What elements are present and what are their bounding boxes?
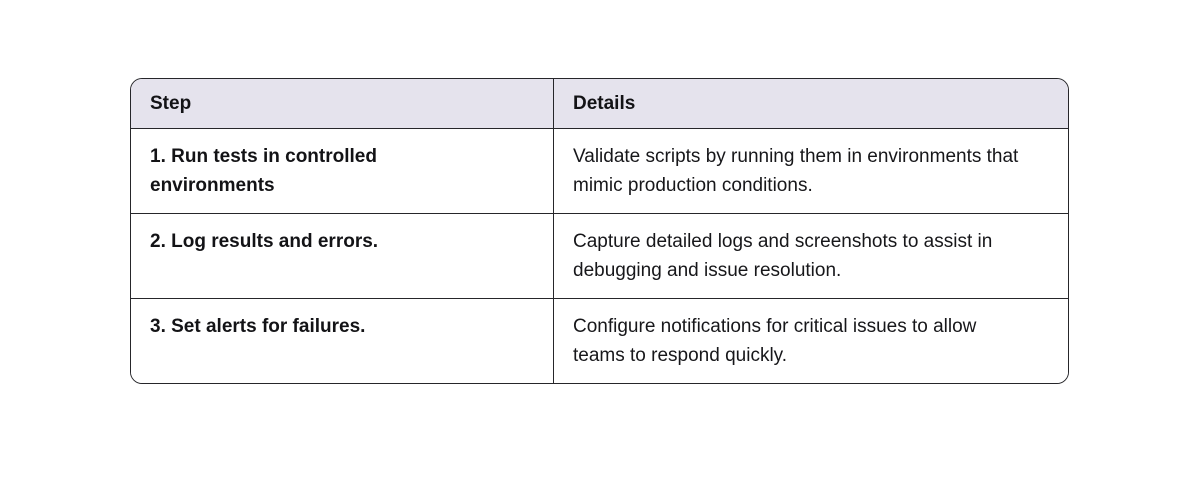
table-header-row [131,79,1068,128]
details-text: Capture detailed logs and screenshots to assist in debugging and issue resolution. [573,231,993,281]
table-row [131,298,1068,383]
step-text: 2. Log results and errors. [150,231,379,252]
step-text: 1. Run tests in controlled environments [150,146,377,196]
details-text: Configure notifications for critical issues to allow teams to respond quickly. [573,316,977,366]
steps-details-table [130,78,1069,384]
table-row [131,128,1068,213]
column-header-details-label: Details [573,93,636,114]
column-header-step [131,79,554,128]
step-text: 3. Set alerts for failures. [150,316,366,337]
column-header-details [554,79,1068,128]
details-cell [554,299,1068,383]
step-cell [131,129,554,213]
details-text: Validate scripts by running them in environments that mimic production conditions. [573,146,1019,196]
details-cell [554,129,1068,213]
column-header-step-label: Step [150,93,192,114]
step-cell [131,214,554,298]
details-cell [554,214,1068,298]
step-cell [131,299,554,383]
table-row [131,213,1068,298]
